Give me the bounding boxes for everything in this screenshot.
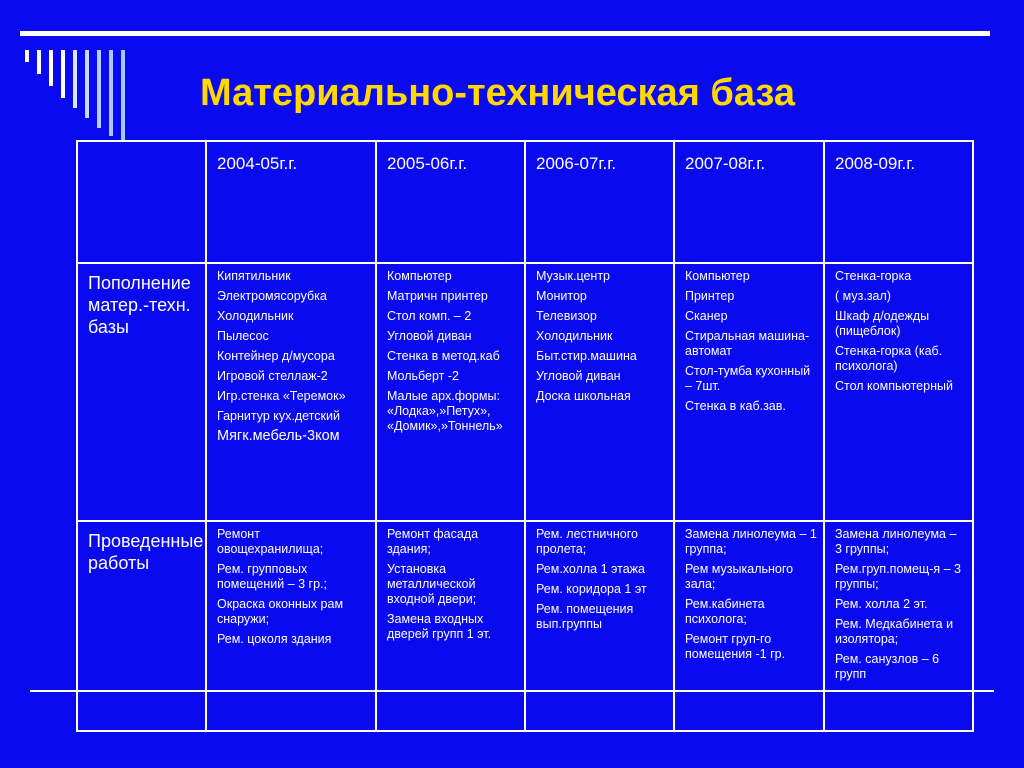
cell-item: Замена входных дверей групп 1 эт. <box>387 612 492 641</box>
cell-item: Рем. групповых помещений – 3 гр.; <box>217 562 328 591</box>
cell-item: Рем. санузлов – 6 групп <box>835 652 940 681</box>
cell-item: Игр.стенка «Теремок» <box>217 389 346 403</box>
table-cell <box>674 691 824 731</box>
cell-item: ( муз.зал) <box>835 289 891 303</box>
row-label: Проведенные работы <box>77 521 206 691</box>
cell-item: Холодильник <box>536 329 613 343</box>
decor-bar <box>49 50 53 86</box>
decor-bar <box>85 50 89 118</box>
cell-item: Игровой стеллаж-2 <box>217 369 328 383</box>
table-cell <box>77 691 206 731</box>
year-header: 2004-05г.г. <box>206 141 376 263</box>
decor-bar <box>121 50 125 142</box>
table-row-works <box>77 521 973 691</box>
table-cell <box>674 521 824 691</box>
cell-item: Стол-тумба кухонный – 7шт. <box>685 364 811 393</box>
header-cell-empty <box>77 141 206 263</box>
cell-item: Рем.холла 1 этажа <box>536 562 645 576</box>
cell-item: Электромясорубка <box>217 289 327 303</box>
decor-bar <box>61 50 65 98</box>
cell-item: Сканер <box>685 309 728 323</box>
cell-item: Окраска оконных рам снаружи; <box>217 597 344 626</box>
cell-item: Компьютер <box>387 269 452 283</box>
page-title: Материально-техническая база <box>200 72 796 114</box>
cell-item: Рем. холла 2 эт. <box>835 597 928 611</box>
cell-item: Ремонт овощехранилища; <box>217 527 324 556</box>
cell-item: Стенка-горка (каб. психолога) <box>835 344 943 373</box>
cell-item: Угловой диван <box>387 329 472 343</box>
cell-item: Стол комп. – 2 <box>387 309 472 323</box>
top-rule <box>20 31 990 36</box>
cell-item: Мольберт -2 <box>387 369 459 383</box>
cell-item: Стиральная машина-автомат <box>685 329 810 358</box>
cell-item: Установка металлической входной двери; <box>387 562 477 606</box>
cell-item: Ремонт груп-го помещения -1 гр. <box>685 632 786 661</box>
cell-item: Стенка в метод.каб <box>387 349 500 363</box>
cell-item: Рем музыкального зала; <box>685 562 794 591</box>
decorative-bars <box>25 50 135 145</box>
row-label: Пополнение матер.-техн. базы <box>77 263 206 521</box>
cell-item: Принтер <box>685 289 735 303</box>
materials-table <box>76 140 974 732</box>
cell-item: Матричн принтер <box>387 289 488 303</box>
table-cell <box>824 263 973 521</box>
year-header: 2007-08г.г. <box>674 141 824 263</box>
decor-bar <box>73 50 77 108</box>
cell-item: Ремонт фасада здания; <box>387 527 479 556</box>
decor-bar <box>25 50 29 62</box>
decor-bar <box>109 50 113 136</box>
header-row <box>77 141 973 263</box>
cell-item: Кипятильник <box>217 269 291 283</box>
table-cell <box>206 521 376 691</box>
cell-item: Стенка-горка <box>835 269 912 283</box>
table-cell <box>376 521 525 691</box>
table-row-replenishment <box>77 263 973 521</box>
cell-item: Холодильник <box>217 309 294 323</box>
cell-item: Мягк.мебель-3ком <box>217 428 340 444</box>
cell-item: Монитор <box>536 289 587 303</box>
year-header: 2006-07г.г. <box>525 141 674 263</box>
table-cell <box>376 263 525 521</box>
cell-item: Рем. цоколя здания <box>217 632 332 646</box>
cell-item: Рем.груп.помещ-я – 3 группы; <box>835 562 962 591</box>
table-cell <box>525 691 674 731</box>
cell-item: Угловой диван <box>536 369 621 383</box>
table-cell <box>824 521 973 691</box>
year-header: 2008-09г.г. <box>824 141 973 263</box>
table-cell <box>206 263 376 521</box>
bottom-rule <box>30 690 994 692</box>
table-cell <box>824 691 973 731</box>
cell-item: Рем. лестничного пролета; <box>536 527 638 556</box>
cell-item: Гарнитур кух.детский <box>217 409 340 423</box>
table-cell <box>206 691 376 731</box>
cell-item: Пылесос <box>217 329 269 343</box>
decor-bar <box>37 50 41 74</box>
cell-item: Музык.центр <box>536 269 611 283</box>
cell-item: Рем.кабинета психолога; <box>685 597 765 626</box>
cell-item: Малые арх.формы: «Лодка»,»Петух», «Домик»,»Тоннель» <box>387 389 503 433</box>
table-row-empty <box>77 691 973 731</box>
table-cell <box>674 263 824 521</box>
cell-item: Телевизор <box>536 309 597 323</box>
cell-item: Рем. помещения вып.группы <box>536 602 634 631</box>
cell-item: Быт.стир.машина <box>536 349 637 363</box>
cell-item: Стол компьютерный <box>835 379 953 393</box>
cell-item: Стенка в каб.зав. <box>685 399 786 413</box>
table-cell <box>525 263 674 521</box>
cell-item: Контейнер д/мусора <box>217 349 335 363</box>
cell-item: Компьютер <box>685 269 750 283</box>
cell-item: Замена линолеума – 1 группа; <box>685 527 817 556</box>
year-header: 2005-06г.г. <box>376 141 525 263</box>
cell-item: Замена линолеума – 3 группы; <box>835 527 957 556</box>
decor-bar <box>97 50 101 128</box>
cell-item: Шкаф д/одежды (пищеблок) <box>835 309 930 338</box>
table-cell <box>376 691 525 731</box>
cell-item: Рем. коридора 1 эт <box>536 582 647 596</box>
cell-item: Доска школьная <box>536 389 631 403</box>
table-cell <box>525 521 674 691</box>
cell-item: Рем. Медкабинета и изолятора; <box>835 617 954 646</box>
